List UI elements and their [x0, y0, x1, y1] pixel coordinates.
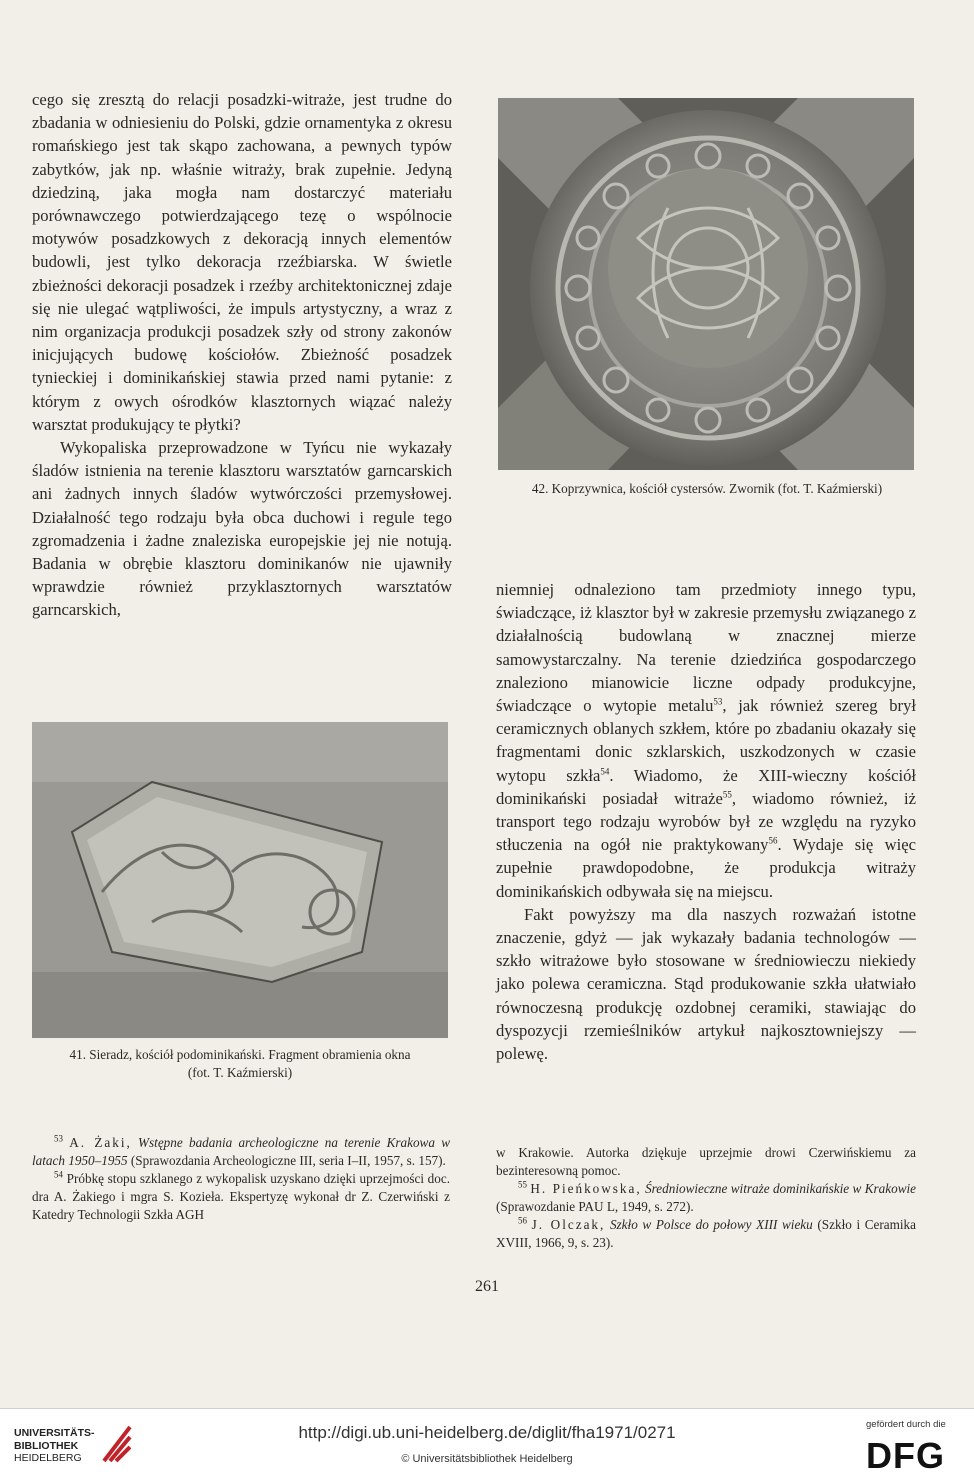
caption-line: 41. Sieradz, kościół podominikański. Fragment obramienia okna — [69, 1047, 411, 1062]
right-column — [496, 578, 916, 1065]
footer-url-link[interactable]: http://digi.ub.uni-heidelberg.de/diglit/fha1971/0271 — [298, 1423, 676, 1442]
left-column — [32, 88, 452, 622]
footnote-ref-55: 55 — [722, 789, 732, 800]
page-number: 261 — [475, 1278, 499, 1295]
library-line: HEIDELBERG — [14, 1452, 82, 1464]
right-paragraph-2: Fakt powyższy ma dla naszych rozważań istotne znaczenie, gdyż — jak wykazały badania technologów — szkło witrażowe było stosowane w średniowieczu niekiedy jako polewa ceramiczna. Stąd produkowanie szkła ułatwiało równoczesną produkcję ozdobnej ceramiki, stawiając do dyspozycji rzemieślników artykuł najkosztowniejszy — polewę. — [496, 904, 916, 1064]
footnote-title: Wstępne badania archeologiczne na terenie Krakowa w latach 1950–1955 — [32, 1135, 450, 1168]
window-frame-illustration — [32, 722, 448, 1038]
footnotes-right — [496, 1144, 916, 1252]
figure-42-caption: 42. Koprzywnica, kościół cystersów. Zwornik (fot. T. Kaźmierski) — [531, 481, 883, 496]
caption-line: (fot. T. Kaźmierski) — [187, 1065, 293, 1080]
left-paragraph-1: cego się zresztą do relacji posadzki-witraże, jest trudne do zbadania w odniesieniu do Polski, gdzie ornamentyka z okresu romańskiego jest tak skąpo zachowana, a pewnych typów zabytków, jak np. właśnie witraży, brak zupełnie. Jedyną dziedziną, jaka mogła nam dostarczyć materiału porównawczego potwierdzającego tezę o wspólnocie motywów posadzkowych z dekoracją innych elementów budowli, jest tylko dekoracja rzeźbiarska. W świetle zbieżności dekoracji posadzek i rzeźby architektonicznej zdaje się nie ulegać wątpliwości, że impuls artystyczny, a wraz z nim organizacja produkcji posadzek szły od strony zakonów inicjujących budowę kościołów. Zbieżność posadzek tynieckiej i dominikańskiej stawia przed nami pytanie: z którym z owych ośrodków klasztornych wiązać należy warsztat produkujący te płytki? — [32, 90, 452, 434]
library-line: BIBLIOTHEK — [14, 1439, 79, 1452]
footnotes-left — [32, 1134, 450, 1224]
footnote-title: Szkło w Polsce do połowy XIII wieku — [609, 1217, 813, 1232]
footnote-54-continued: w Krakowie. Autorka dziękuje uprzejmie drowi Czerwińskiemu za bezinteresowną pomoc. — [496, 1145, 916, 1178]
footnote-text: (Szkło i Ceramika XVIII, 1966, 9, s. 23). — [496, 1217, 916, 1250]
footnote-author: A. Żaki, — [69, 1135, 132, 1150]
library-line: UNIVERSITÄTS- — [14, 1427, 95, 1439]
footer-bar — [0, 1408, 974, 1481]
footnote-53 — [32, 1134, 450, 1170]
footnote-text: Próbkę stopu szklanego z wykopalisk uzyskano dzięki uprzejmości doc. dra A. Żakiego i mgra S. Kozieła. Ekspertyzę wykonał dr Z. Czerwiński z Katedry Technologii Szkła AGH — [32, 1171, 450, 1222]
footnote-54 — [32, 1170, 450, 1224]
sponsor-note: gefördert durch die — [866, 1419, 946, 1430]
footer-copyright: © Universitätsbibliothek Heidelberg — [401, 1453, 573, 1465]
footnote-text: (Sprawozdania Archeologiczne III, seria I–II, 1957, s. 157). — [130, 1153, 446, 1168]
footnote-number: 55 — [518, 1179, 527, 1190]
footnote-ref-53: 53 — [713, 696, 723, 707]
footnote-title: Średniowieczne witraże dominikańskie w Krakowie — [645, 1181, 917, 1196]
footnote-text: (Sprawozdanie PAU L, 1949, s. 272). — [496, 1199, 694, 1214]
right-paragraph-1 — [496, 578, 916, 903]
figure-41-caption — [30, 1046, 450, 1082]
footnote-author: H. Pieńkowska, — [530, 1181, 642, 1196]
dfg-logo: DFG — [866, 1435, 945, 1476]
footnote-number: 56 — [518, 1215, 527, 1226]
left-paragraph-2: Wykopaliska przeprowadzone w Tyńcu nie wykazały śladów istnienia na terenie klasztoru warsztatów garncarskich ani żadnych innych śladów wytwórczości przemysłowej. Działalność tego rodzaju była obca duchowi i regule tego zgromadzenia i żadne znaleziska europejskie jej nie notują. Badania w obrębie klasztoru dominikanów nie ujawniły wprawdzie również przyklasztornych warsztatów garncarskich, — [32, 438, 452, 620]
text-run: , wiadomo również, iż transport tego rodzaju wyrobów był ze względu na ryzyko stłuczenia na ogół nie praktykowany — [496, 788, 916, 855]
text-run: niemniej odnaleziono tam przedmioty innego typu, świadczące, iż klasztor był w zakresie przemysłu związanego z działalnością budowlaną w znacznej mierze samowystarczalny. Na terenie dziedzińca gospodarczego znaleziono mianowicie liczne odpady produkcyjne, świadczące o wytopie metalu — [496, 580, 916, 716]
footnote-author: J. Olczak, — [531, 1217, 606, 1232]
footnote-55 — [496, 1180, 916, 1216]
footnote-number: 53 — [54, 1133, 63, 1144]
footnote-number: 54 — [54, 1169, 63, 1180]
text-run: . Wiadomo, że XIII-wieczny kościół dominikański posiadał witraże — [496, 765, 916, 808]
figure-42-keystone-photo — [498, 98, 914, 470]
text-run: , jak również szereg brył ceramicznych oblanych szkłem, które po zbadaniu okazały się fragmentami donic szklarskich, uszkodzonych w czasie wytopu szkła — [496, 696, 916, 785]
keystone-illustration — [498, 98, 914, 470]
footnote-ref-54: 54 — [600, 766, 610, 777]
footnote-56 — [496, 1216, 916, 1252]
text-run: . Wydaje się więc zupełnie prawdopodobne, że produkcja witraży dominikańskich odbywała się na miejscu. — [496, 835, 916, 901]
footnote-ref-56: 56 — [768, 835, 778, 846]
figure-41-window-frame-photo — [32, 722, 448, 1038]
